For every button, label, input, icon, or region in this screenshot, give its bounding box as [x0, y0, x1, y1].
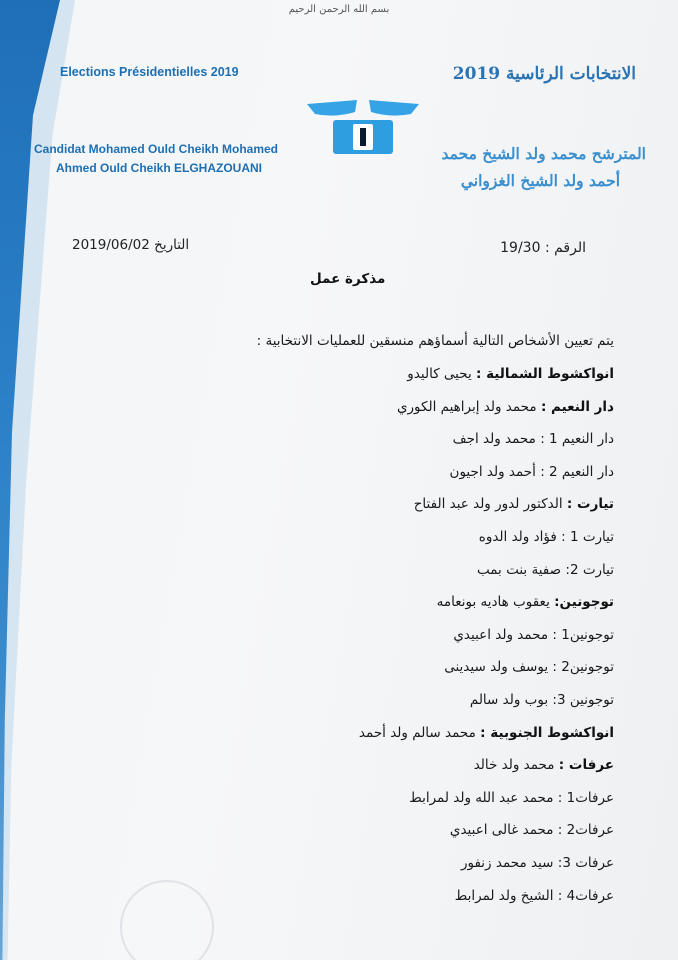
list-item [54, 594, 614, 627]
list-item [54, 822, 614, 855]
entry-name: صفية بنت بمب [476, 561, 562, 578]
list-item [54, 659, 614, 692]
entry-name: يوسف ولد سيدينى [444, 659, 549, 676]
entries-container [54, 366, 614, 920]
entry-label: انواكشوط الجنوبية : [480, 724, 614, 741]
coordinator-list [54, 333, 614, 920]
list-item [54, 431, 614, 464]
entry-name: الشيخ ولد لمرابط [454, 887, 554, 904]
entry-label: توجونين 3: [552, 691, 614, 708]
list-item [54, 790, 614, 823]
date-value: 2019/06/02 [72, 237, 150, 253]
entry-label: توجونين2 : [552, 659, 614, 676]
memo-title: مذكرة عمل [310, 271, 386, 287]
list-item [54, 725, 614, 758]
entry-name: محمد ولد اجف [452, 431, 536, 448]
list-item [54, 496, 614, 529]
entry-name: فؤاد ولد الدوه [478, 528, 557, 545]
entry-label: دار النعيم : [540, 398, 614, 415]
entry-name: محمد ولد خالد [473, 757, 555, 774]
entry-label: توجونين: [554, 594, 614, 611]
intro-text: يتم تعيين الأشخاص التالية أسماؤهم منسقين للعمليات الانتخابية : [256, 333, 614, 349]
french-candidate-line2: Ahmed Ould Cheikh ELGHAZOUANI [56, 161, 263, 175]
entry-name: محمد غالى اعبيدي [449, 822, 554, 839]
arabic-candidate-name [442, 140, 647, 194]
french-title: Elections Présidentielles 2019 [60, 65, 239, 79]
list-item [54, 399, 614, 432]
entry-label: دار النعيم 1 : [540, 431, 614, 448]
arabic-candidate-line1: المترشح محمد ولد الشيخ محمد [441, 144, 646, 163]
entry-label: انواكشوط الشمالية : [476, 366, 614, 382]
basmala: بسم الله الرحمن الرحيم [288, 4, 390, 15]
entry-label: عرفات 3: [557, 854, 614, 871]
list-item [54, 529, 614, 562]
entry-name: يعقوب هاديه بونعامه [436, 594, 550, 611]
date-label: التاريخ [154, 237, 190, 253]
entry-label: عرفات1 : [557, 789, 614, 806]
list-item [54, 855, 614, 888]
entry-name: محمد سالم ولد أحمد [358, 724, 476, 741]
balance-scale-icon [305, 98, 421, 156]
entry-label: تيارت 2: [565, 561, 614, 578]
entry-label: توجونين1 : [552, 626, 614, 643]
entry-name: محمد عبد الله ولد لمرابط [409, 789, 554, 806]
arabic-title: الانتخابات الرئاسية 2019 [452, 64, 636, 84]
list-item [54, 627, 614, 660]
date-line [72, 237, 189, 253]
arabic-candidate-line2: أحمد ولد الشيخ الغزواني [460, 171, 620, 190]
entry-name: أحمد ولد اجيون [449, 463, 536, 480]
entry-name: سيد محمد زنفور [460, 854, 554, 871]
reference-line [500, 240, 586, 256]
entry-name: محمد ولد اعبيدي [453, 626, 549, 643]
entry-label: عرفات4 : [557, 887, 614, 904]
entry-name: الدكتور لدور ولد عبد الفتاح [413, 496, 563, 513]
french-candidate-name [34, 140, 278, 178]
entry-label: تيارت : [566, 496, 614, 513]
entry-name: يحيى كاليدو [407, 366, 472, 382]
reference-value: 19/30 [500, 240, 541, 256]
entry-label: عرفات2 : [557, 822, 614, 839]
entry-name: بوب ولد سالم [469, 691, 549, 708]
entry-label: دار النعيم 2 : [540, 463, 614, 480]
entry-label: عرفات : [558, 757, 614, 774]
entry-name: محمد ولد إبراهيم الكوري [396, 398, 537, 415]
list-item [54, 366, 614, 399]
reference-label: الرقم : [544, 240, 586, 256]
entry-label: تيارت 1 : [561, 528, 614, 545]
list-item [54, 464, 614, 497]
list-item [54, 562, 614, 595]
list-item [54, 757, 614, 790]
list-item [54, 692, 614, 725]
french-candidate-line1: Candidat Mohamed Ould Cheikh Mohamed [34, 142, 279, 156]
